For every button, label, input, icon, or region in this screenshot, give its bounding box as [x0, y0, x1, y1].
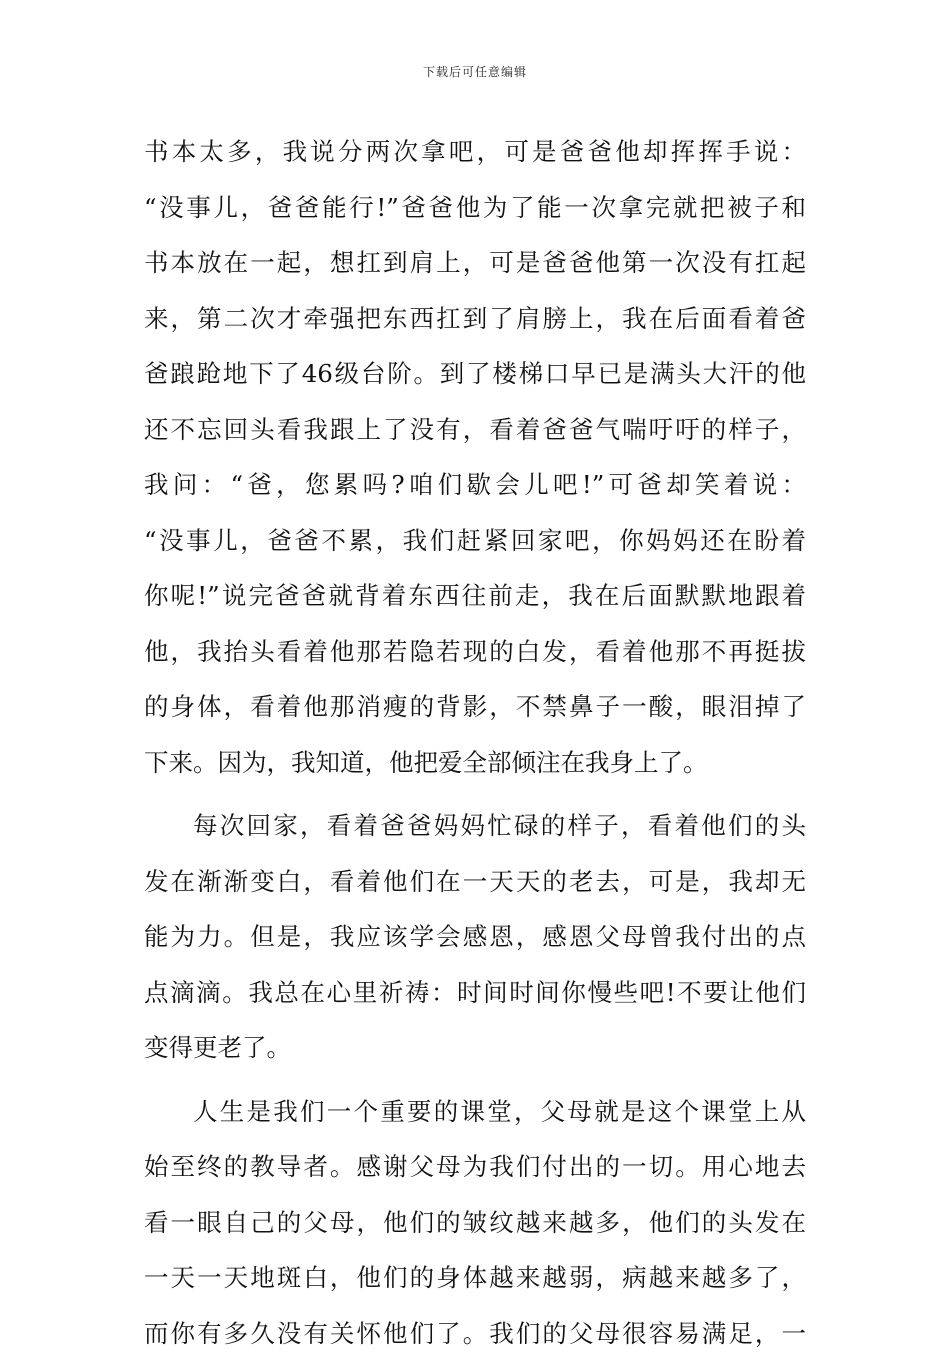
paragraph	[144, 124, 806, 790]
text-line: 我问：“爸，您累吗?咱们歇会儿吧!”可爸却笑着说：	[144, 457, 806, 513]
text-line: 还不忘回头看我跟上了没有，看着爸爸气喘吁吁的样子，	[144, 402, 806, 458]
text-line: 点滴滴。我总在心里祈祷：时间时间你慢些吧!不要让他们	[144, 965, 806, 1021]
text-line: 书本太多，我说分两次拿吧，可是爸爸他却挥挥手说：	[144, 124, 806, 180]
text-line: 爸踉跄地下了46级台阶。到了楼梯口早已是满头大汗的他	[144, 346, 806, 402]
text-line: “没事儿，爸爸不累，我们赶紧回家吧，你妈妈还在盼着	[144, 513, 806, 569]
text-line: 来，第二次才牵强把东西扛到了肩膀上，我在后面看着爸	[144, 291, 806, 347]
text-line: 下来。因为，我知道，他把爱全部倾注在我身上了。	[144, 735, 806, 791]
document-body	[144, 124, 806, 1361]
text-line: 能为力。但是，我应该学会感恩，感恩父母曾我付出的点	[144, 909, 806, 965]
paragraph-spacer	[144, 790, 806, 798]
text-line: 一天一天地斑白，他们的身体越来越弱，病越来越多了，	[144, 1250, 806, 1306]
paragraph-spacer	[144, 1076, 806, 1084]
text-line: 他，我抬头看着他那若隐若现的白发，看着他那不再挺拔	[144, 624, 806, 680]
text-line: 人生是我们一个重要的课堂，父母就是这个课堂上从	[144, 1084, 806, 1140]
paragraph	[144, 798, 806, 1076]
text-line: 每次回家，看着爸爸妈妈忙碌的样子，看着他们的头	[144, 798, 806, 854]
text-line: 发在渐渐变白，看着他们在一天天的老去，可是，我却无	[144, 854, 806, 910]
text-line: 而你有多久没有关怀他们了。我们的父母很容易满足，一	[144, 1306, 806, 1361]
text-line: 你呢!”说完爸爸就背着东西往前走，我在后面默默地跟着	[144, 568, 806, 624]
text-line: 始至终的教导者。感谢父母为我们付出的一切。用心地去	[144, 1139, 806, 1195]
text-line: 的身体，看着他那消瘦的背影，不禁鼻子一酸，眼泪掉了	[144, 679, 806, 735]
text-line: 变得更老了。	[144, 1020, 806, 1076]
text-line: 看一眼自己的父母，他们的皱纹越来越多，他们的头发在	[144, 1195, 806, 1251]
paragraph	[144, 1084, 806, 1361]
text-line: 书本放在一起，想扛到肩上，可是爸爸他第一次没有扛起	[144, 235, 806, 291]
page-header: 下载后可任意编辑	[0, 64, 950, 80]
text-line: “没事儿，爸爸能行!”爸爸他为了能一次拿完就把被子和	[144, 180, 806, 236]
